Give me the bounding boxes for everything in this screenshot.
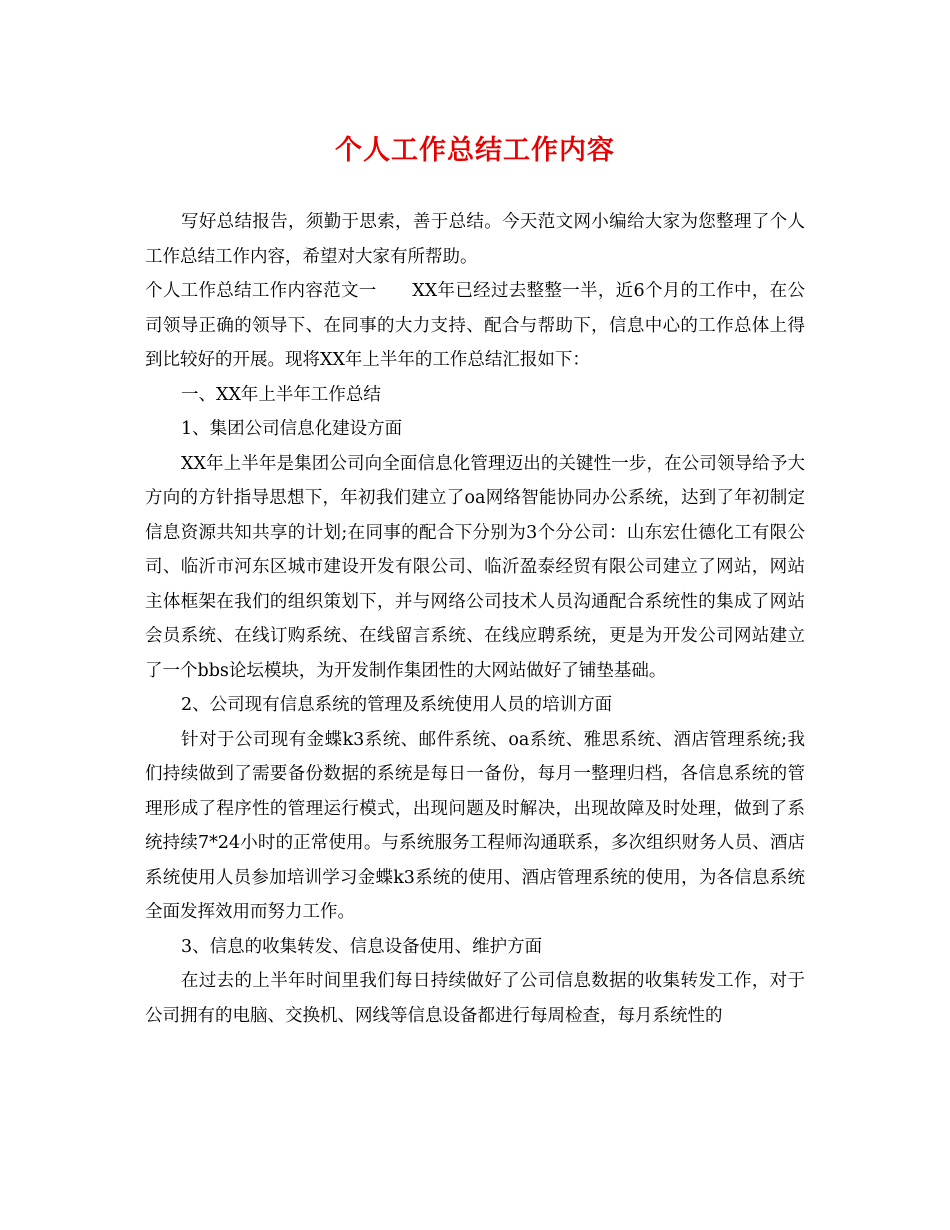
subsection-heading-2: 2、公司现有信息系统的管理及系统使用人员的培训方面 xyxy=(181,695,613,715)
paragraph-system-management: 针对于公司现有金蝶k3系统、邮件系统、oa系统、雅思系统、酒店管理系统;我们持续做到了需要备份数据的系统是每日一备份，每月一整理归档，各信息系统的管理形成了程序性的管理运行模式，出现问题及时解决，出现故障及时处理，做到了系统持续7*24小时的正常使用。与系统服务工程师沟通联系，多次组织财务人员、酒店系统使用人员参加培训学习金蝶k3系统的使用、酒店管理系统的使用，为各信息系统全面发挥效用而努力工作。 xyxy=(145,729,805,922)
subsection-heading-3: 3、信息的收集转发、信息设备使用、维护方面 xyxy=(181,936,543,957)
subsection-heading-1: 1、集团公司信息化建设方面 xyxy=(181,419,403,439)
paragraph-informatization: XX年上半年是集团公司向全面信息化管理迈出的关键性一步，在公司领导给予大方向的方针指导思想下，年初我们建立了oa网络智能协同办公系统，达到了年初制定信息资源共知共享的计划;在同事的配合下分别为3个分公司：山东宏仕德化工有限公司、临沂市河东区城市建设开发有限公司、临沂盈泰经贸有限公司建立了网站，网站主体框架在我们的组织策划下，并与网络公司技术人员沟通配合系统性的集成了网站会员系统、在线订购系统、在线留言系统、在线应聘系统，更是为开发公司网站建立了一个bbs论坛模块，为开发制作集团性的大网站做好了铺垫基础。 xyxy=(145,453,805,681)
document-title: 个人工作总结工作内容 xyxy=(335,135,615,166)
intro-paragraph: 写好总结报告，须勤于思索，善于总结。今天范文网小编给大家为您整理了个人工作总结工作内容，希望对大家有所帮助。 xyxy=(145,212,805,267)
paragraph-information-collection: 在过去的上半年时间里我们每日持续做好了公司信息数据的收集转发工作，对于公司拥有的电脑、交换机、网线等信息设备都进行每周检查，每月系统性的 xyxy=(145,971,805,1026)
sample-one-paragraph: 个人工作总结工作内容范文一 XX年已经过去整整一半，近6个月的工作中，在公司领导正确的领导下、在同事的大力支持、配合与帮助下，信息中心的工作总体上得到比较好的开展。现将XX年上半年的工作总结汇报如下： xyxy=(145,281,805,370)
section-heading-summary: 一、XX年上半年工作总结 xyxy=(181,384,381,405)
document-body xyxy=(145,205,805,1033)
